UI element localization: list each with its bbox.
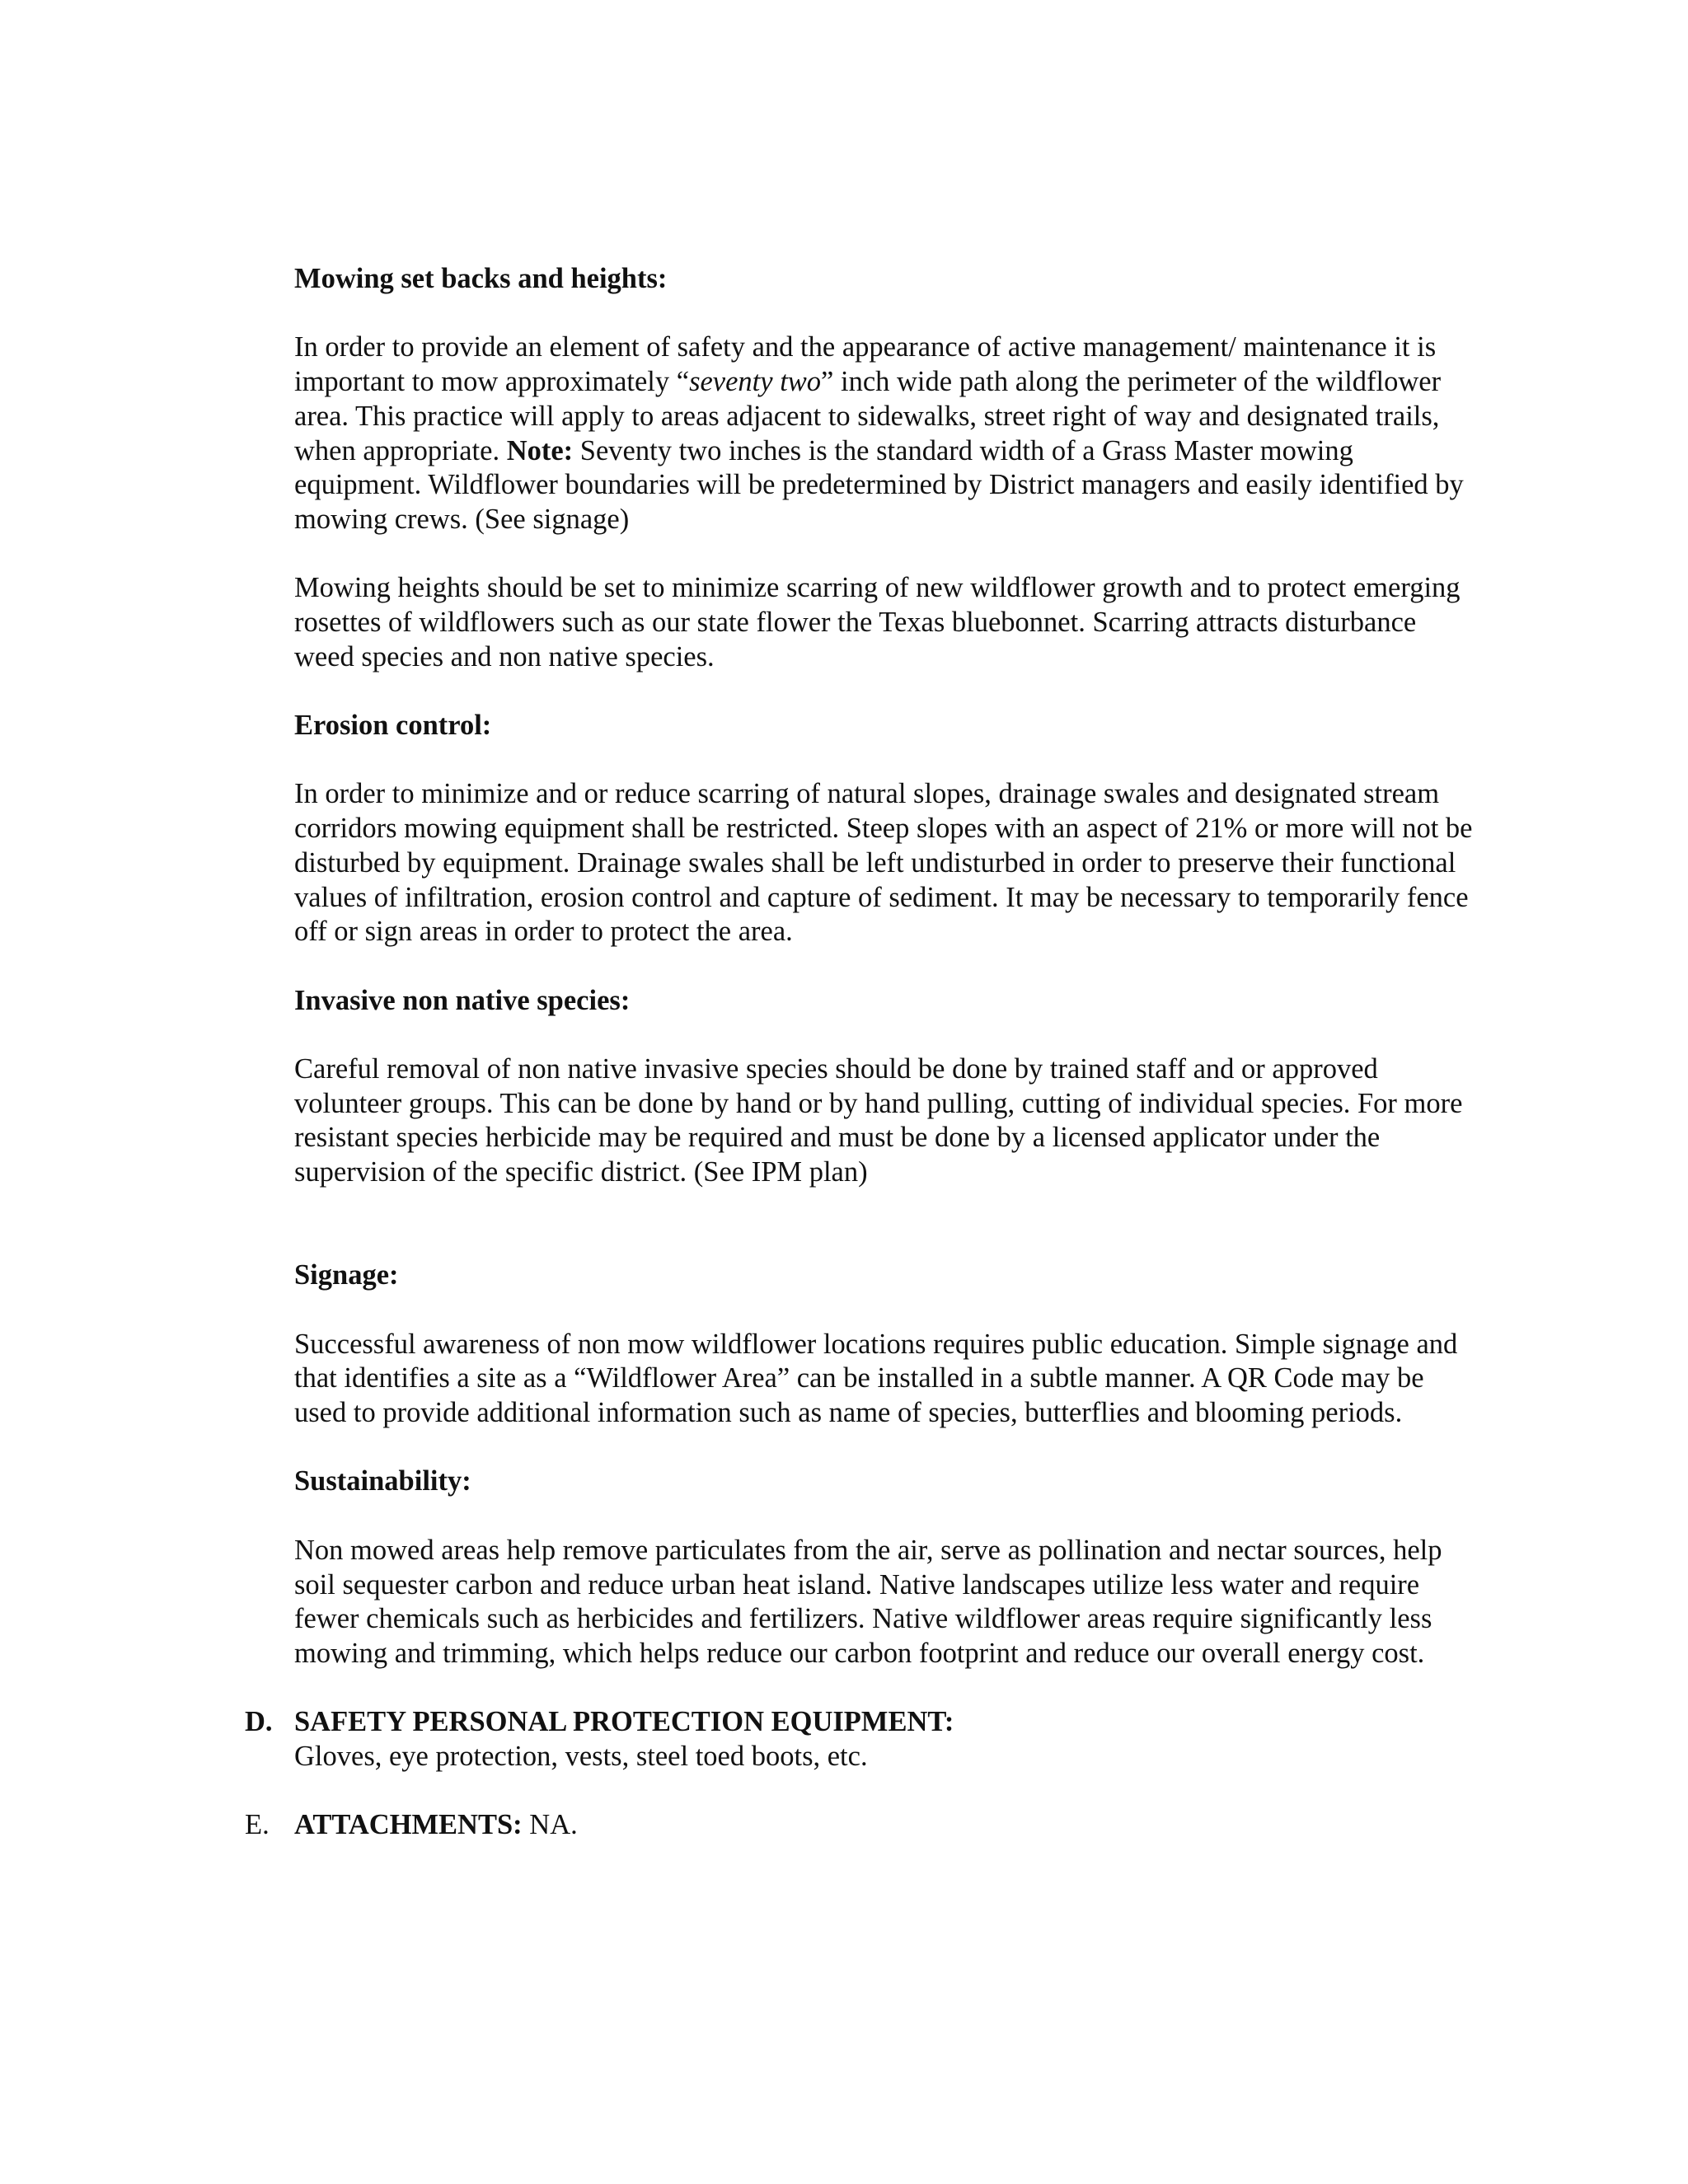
mowing-p1-text-a: In order to provide an element of safety and the appearance of active management/ maintenance it is important to mow approximately “ — [294, 331, 1437, 398]
invasive-heading: Invasive non native species: — [294, 984, 631, 1016]
item-e — [245, 1808, 1473, 1843]
mowing-p1-text-b: ” inch wide path along the perimeter of the wildflower area. This practice will apply to areas adjacent to sidewalks, street right of way and designated trails, when appropriate. — [294, 366, 1442, 466]
signage-paragraph: Successful awareness of non mow wildflower locations requires public education. Simple signage and that identifies a site as a “Wildflower Area” can be installed in a subtle manner. A QR Code may be used to provide additional information such as name of species, butterflies and blooming periods. — [294, 1328, 1458, 1429]
erosion-heading: Erosion control: — [294, 710, 492, 742]
erosion-paragraph: In order to minimize and or reduce scarring of natural slopes, drainage swales and designated stream corridors mowing equipment shall be restricted. Steep slopes with an aspect of 21% or more will not be disturbed by equipment. Drainage swales shall be left undisturbed in order to preserve their functional values of infiltration, erosion control and capture of sediment. It may be necessary to temporarily fence off or sign areas in order to protect the area. — [294, 778, 1473, 948]
mowing-paragraph-2: Mowing heights should be set to minimize scarring of new wildflower growth and to protect emerging rosettes of wildflowers such as our state flower the Texas bluebonnet. Scarring attracts disturbance weed species and non native species. — [294, 572, 1461, 673]
item-d-letter: D. — [245, 1706, 273, 1738]
item-d-title: SAFETY PERSONAL PROTECTION EQUIPMENT: — [294, 1706, 954, 1738]
item-e-letter: E. — [245, 1809, 270, 1841]
mowing-heading: Mowing set backs and heights: — [294, 263, 668, 294]
sustainability-heading: Sustainability: — [294, 1465, 471, 1497]
document-body — [245, 262, 1473, 1843]
item-e-title: ATTACHMENTS: — [294, 1809, 523, 1841]
mowing-p1-italic: seventy two — [689, 366, 822, 398]
sustainability-paragraph: Non mowed areas help remove particulates from the air, serve as pollination and nectar sources, help soil sequester carbon and reduce urban heat island. Native landscapes utilize less water and require fewer chemicals such as herbicides and fertilizers. Native wildflower areas require significantly less mowing and trimming, which helps reduce our carbon footprint and reduce our overall energy cost. — [294, 1534, 1442, 1669]
signage-heading: Signage: — [294, 1259, 399, 1291]
mowing-p1-text-c: Seventy two inches is the standard width of a Grass Master mowing equipment. Wildflower boundaries will be predetermined by District managers and easily identified by mowing crews. (See signage) — [294, 434, 1464, 535]
item-d-body: Gloves, eye protection, vests, steel toed boots, etc. — [294, 1741, 868, 1773]
note-label: Note: — [506, 434, 574, 466]
mowing-paragraph-1 — [294, 330, 1473, 537]
invasive-paragraph: Careful removal of non native invasive species should be done by trained staff and or approved volunteer groups. This can be done by hand or by hand pulling, cutting of individual species. For more resistant species herbicide may be required and must be done by a licensed applicator under the supervision of the specific district. (See IPM plan) — [294, 1053, 1463, 1188]
item-e-body: NA. — [522, 1809, 578, 1841]
item-d — [245, 1705, 1473, 1774]
